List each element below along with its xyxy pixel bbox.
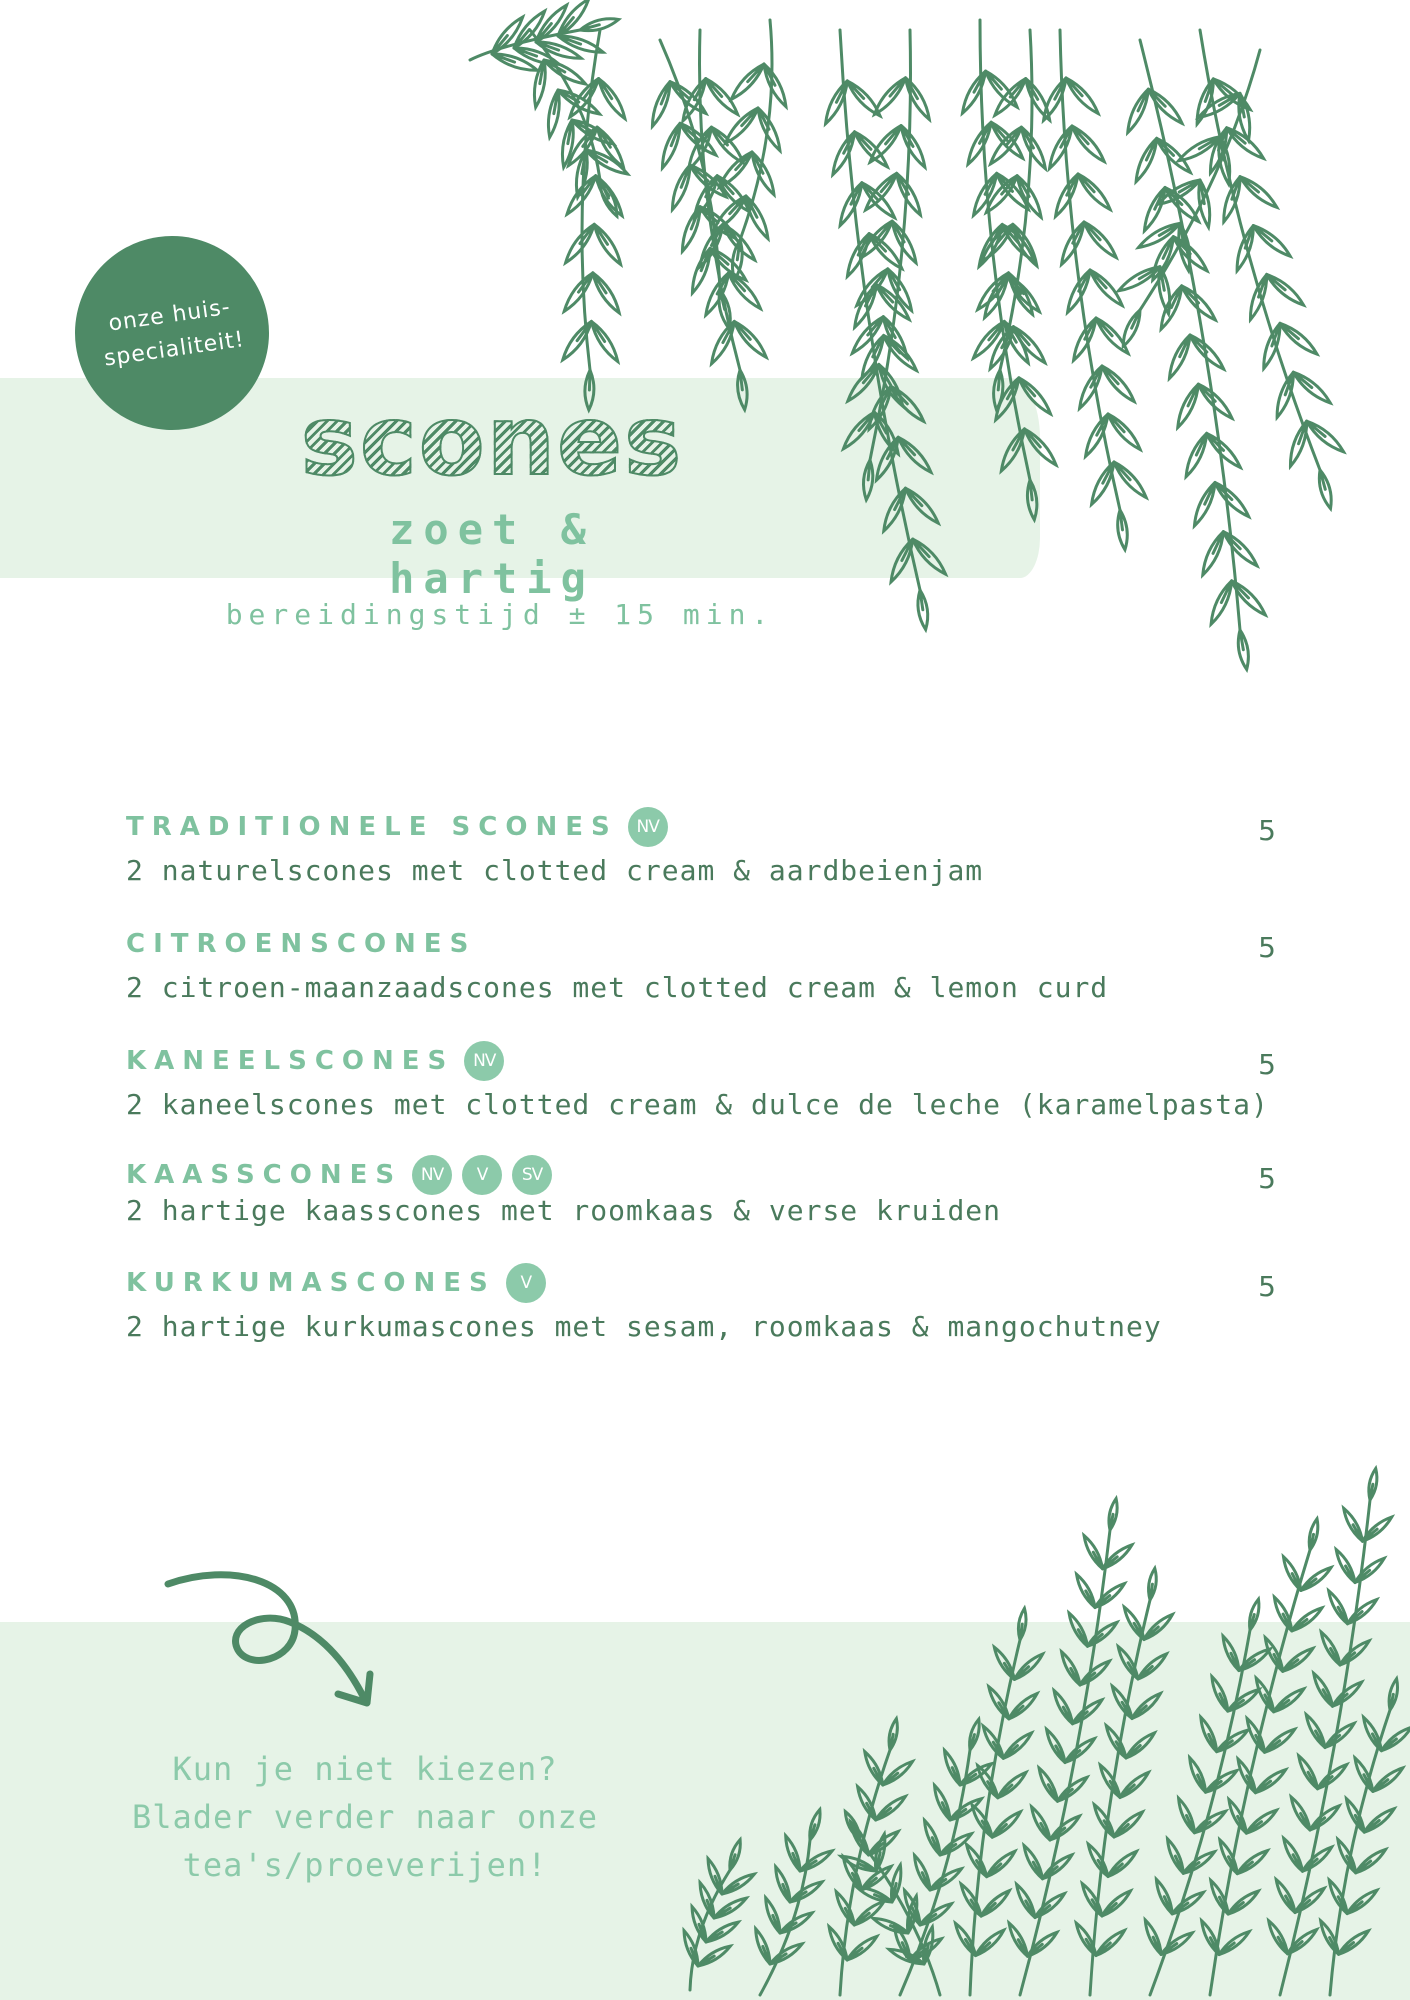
menu-item-name: KURKUMASCONES bbox=[126, 1268, 496, 1298]
menu-item-description: 2 naturelscones met clotted cream & aardbeienjam bbox=[126, 854, 984, 887]
dietary-tag: NV bbox=[464, 1041, 504, 1081]
cta-line: tea's/proeverijen! bbox=[182, 1846, 548, 1884]
menu-item-name: KANEELSCONES bbox=[126, 1046, 455, 1076]
menu-item-description: 2 kaneelscones met clotted cream & dulce de leche (karamelpasta) bbox=[126, 1088, 1269, 1121]
menu-item-name: TRADITIONELE SCONES bbox=[126, 812, 618, 842]
curly-arrow-icon bbox=[160, 1570, 390, 1730]
menu-item-price: 5 bbox=[1258, 814, 1276, 847]
menu-item-price: 5 bbox=[1258, 1048, 1276, 1081]
cta-line: Blader verder naar onze bbox=[131, 1798, 599, 1836]
dietary-tag: NV bbox=[628, 807, 668, 847]
menu-item-price: 5 bbox=[1258, 931, 1276, 964]
menu-item-price: 5 bbox=[1258, 1270, 1276, 1303]
dietary-tag: SV bbox=[512, 1155, 552, 1195]
dietary-tag: NV bbox=[412, 1155, 452, 1195]
menu-item bbox=[126, 1156, 1296, 1227]
dietary-tag: V bbox=[506, 1263, 546, 1303]
menu-item-description: 2 hartige kaasscones met roomkaas & verse kruiden bbox=[126, 1194, 1002, 1227]
menu-item-description: 2 citroen-maanzaadscones met clotted cream & lemon curd bbox=[126, 971, 1109, 1004]
menu-item bbox=[126, 1264, 1296, 1343]
cta-line: Kun je niet kiezen? bbox=[172, 1750, 558, 1788]
menu-item bbox=[126, 808, 1296, 887]
browse-more-note bbox=[120, 1745, 610, 1889]
page-subtitle: zoet & hartig bbox=[389, 505, 595, 603]
plant-sprigs-illustration bbox=[690, 1510, 1410, 2000]
menu-item-description: 2 hartige kurkumascones met sesam, roomkaas & mangochutney bbox=[126, 1310, 1162, 1343]
menu-item-name: CITROENSCONES bbox=[126, 929, 477, 959]
preparation-time: bereidingstijd ± 15 min. bbox=[225, 598, 775, 631]
dietary-tag: V bbox=[462, 1155, 502, 1195]
menu-item-price: 5 bbox=[1258, 1162, 1276, 1195]
page-title: scones bbox=[282, 385, 702, 497]
badge-text: onze huis- specialiteit! bbox=[102, 294, 247, 372]
menu-item bbox=[126, 925, 1296, 1004]
menu-item bbox=[126, 1042, 1296, 1121]
menu-item-name: KAASSCONES bbox=[126, 1160, 403, 1190]
